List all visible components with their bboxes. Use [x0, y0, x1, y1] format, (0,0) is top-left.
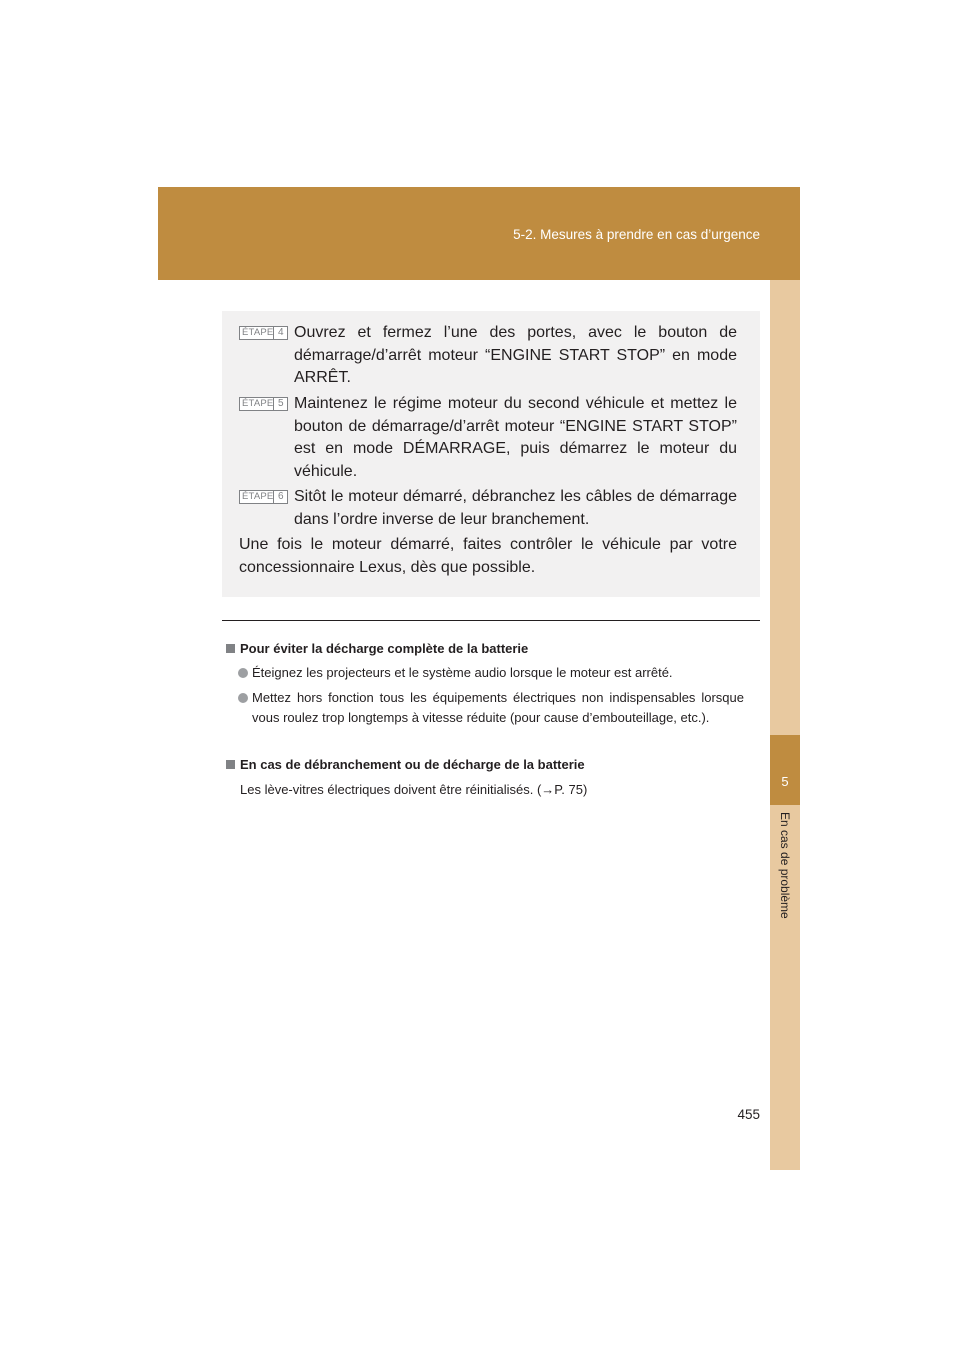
step-5: [239, 393, 737, 483]
section-title: 5-2. Mesures à prendre en cas d’urgence: [513, 227, 760, 242]
square-bullet-icon: [226, 760, 235, 769]
header-band: [158, 187, 800, 280]
step-badge-icon: [239, 397, 288, 411]
step-6: [239, 486, 737, 531]
step-badge-label: ÉTAPE: [242, 491, 274, 502]
note-heading-text: En cas de débranchement ou de décharge de la batterie: [240, 757, 585, 772]
step-badge-label: ÉTAPE: [242, 327, 274, 338]
step-text: Sitôt le moteur démarré, débranchez les câbles de démarrage dans l’ordre inverse de leur branchement.: [294, 488, 737, 528]
note-heading: [226, 756, 744, 774]
dealer-check-note: Une fois le moteur démarré, faites contrôler le véhicule par votre concessionnaire Lexus, dès que possible.: [239, 536, 737, 576]
step-badge-icon: [239, 326, 288, 340]
note-battery-discharge: [226, 640, 744, 728]
note-heading-text: Pour éviter la décharge complète de la batterie: [240, 641, 529, 656]
list-item: [226, 688, 744, 728]
note-heading: [226, 640, 744, 658]
step-badge-icon: [239, 490, 288, 504]
list-item-text: Éteignez les projecteurs et le système audio lorsque le moteur est arrêté.: [252, 665, 673, 680]
list-item-text: Mettez hors fonction tous les équipements électriques non indispensables lorsque vous roulez trop longtemps à vitesse réduite (pour cause d’embouteillage, etc.).: [252, 690, 744, 725]
section-divider: [222, 620, 760, 621]
step-badge-label: ÉTAPE: [242, 398, 274, 409]
circle-bullet-icon: [238, 693, 248, 703]
note-disconnection: [226, 756, 744, 800]
procedure-steps-box: [222, 311, 760, 597]
page-number: 455: [737, 1107, 760, 1122]
step-badge-number: 6: [273, 491, 287, 503]
list-item: [226, 663, 744, 683]
step-text: Ouvrez et fermez l’une des portes, avec le bouton de démarrage/d’arrêt moteur “ENGINE START STOP” en mode ARRÊT.: [294, 324, 737, 386]
square-bullet-icon: [226, 644, 235, 653]
note-body: Les lève-vitres électriques doivent être réinitialisés. (→P. 75): [240, 782, 588, 797]
chapter-tab[interactable]: [770, 735, 800, 805]
step-badge-number: 5: [273, 398, 287, 410]
chapter-number: 5: [781, 774, 789, 789]
circle-bullet-icon: [238, 668, 248, 678]
step-badge-number: 4: [273, 327, 287, 339]
step-4: [239, 322, 737, 390]
chapter-title: En cas de problème: [778, 812, 792, 919]
chapter-side-strip: [770, 280, 800, 1170]
step-text: Maintenez le régime moteur du second véhicule et mettez le bouton de démarrage/d’arrêt moteur “ENGINE START STOP” est en mode DÉMARRAGE, puis démarrez le moteur du véhicule.: [294, 395, 737, 480]
